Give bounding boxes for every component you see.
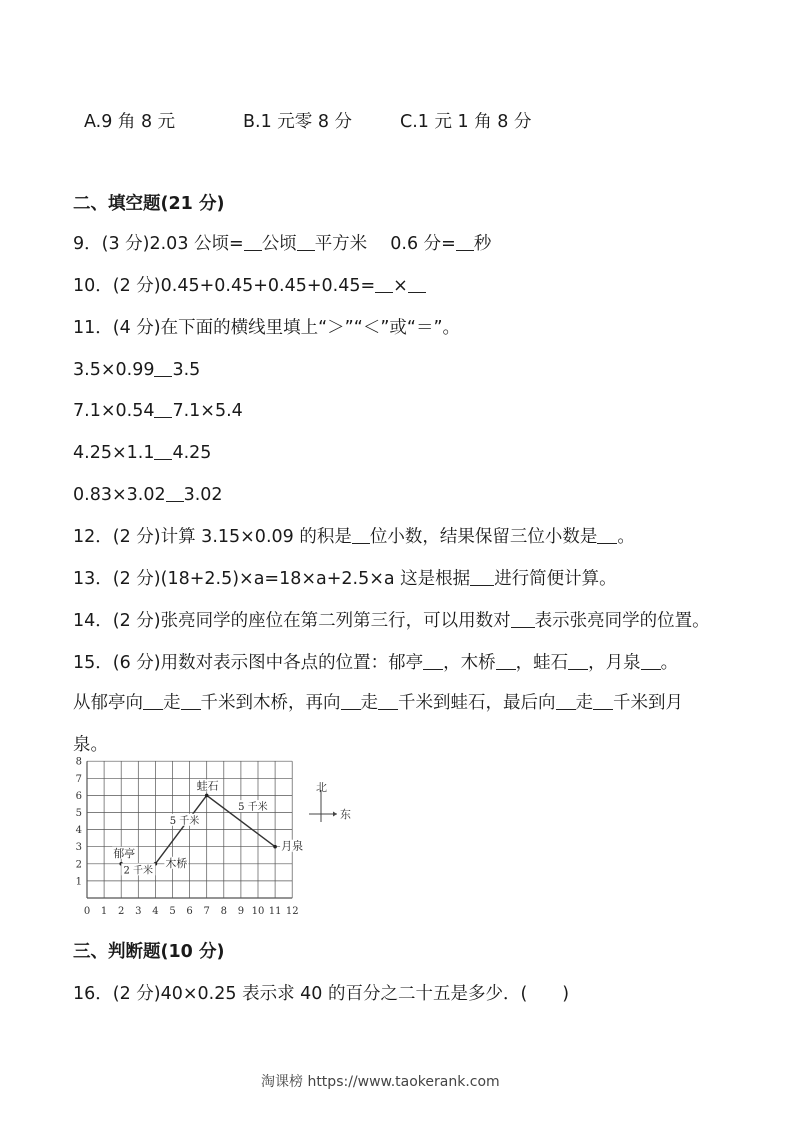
answer-blank[interactable] xyxy=(641,652,661,670)
x-tick-label: 3 xyxy=(135,906,142,917)
point-label: 郁亭 xyxy=(113,846,136,860)
y-tick-label: 4 xyxy=(75,825,82,837)
answer-blank[interactable] xyxy=(456,233,474,251)
y-tick-label: 8 xyxy=(75,756,82,768)
x-tick-label: 7 xyxy=(203,906,210,917)
answer-blank[interactable] xyxy=(244,233,262,251)
answer-blank[interactable] xyxy=(593,692,613,710)
question-13: 13．(2 分)(18+2.5)×a=18×a+2.5×a 这是根据 进行简便计算。 xyxy=(73,569,617,589)
x-tick-label: 12 xyxy=(285,906,299,917)
option-b: B.1 元零 8 分 xyxy=(243,112,353,132)
y-tick-label: 3 xyxy=(75,842,82,854)
answer-blank[interactable] xyxy=(341,692,361,710)
y-tick-label: 7 xyxy=(75,773,82,785)
answer-blank[interactable] xyxy=(408,275,426,293)
compare-item: 7.1×0.54 7.1×5.4 xyxy=(73,401,243,421)
answer-blank[interactable] xyxy=(154,359,172,377)
x-tick-label: 1 xyxy=(100,906,108,917)
footer-watermark: 淘课榜 https://www.taokerank.com xyxy=(261,1074,500,1090)
question-16: 16．(2 分)40×0.25 表示求 40 的百分之二十五是多少．( ) xyxy=(73,984,570,1004)
point-label: 月泉 xyxy=(281,839,304,853)
compare-item: 0.83×3.02 3.02 xyxy=(73,485,223,505)
x-tick-label: 11 xyxy=(268,906,282,917)
compare-item: 3.5×0.99 3.5 xyxy=(73,360,201,380)
answer-blank[interactable] xyxy=(378,692,398,710)
answer-blank[interactable] xyxy=(568,652,588,670)
segment-labels xyxy=(121,800,270,876)
answer-blank[interactable] xyxy=(556,692,576,710)
answer-blank[interactable] xyxy=(181,692,201,710)
compass-icon xyxy=(305,778,365,828)
question-10: 10．(2 分)0.45+0.45+0.45+0.45= × xyxy=(73,275,426,297)
route-point xyxy=(205,794,209,798)
answer-blank[interactable] xyxy=(496,652,516,670)
grid-lines xyxy=(87,761,292,898)
x-tick-label: 8 xyxy=(220,906,227,917)
option-c: C.1 元 1 角 8 分 xyxy=(400,112,532,132)
x-tick-label: 0 xyxy=(83,906,91,917)
segment-label: 2 千米 xyxy=(123,865,154,877)
answer-blank[interactable] xyxy=(154,442,172,460)
question-11: 11．(4 分)在下面的横线里填上“＞”“＜”或“＝”。 xyxy=(73,318,461,338)
x-tick-label: 9 xyxy=(237,906,245,917)
answer-blank[interactable] xyxy=(375,275,393,293)
route-point xyxy=(273,845,277,849)
answer-blank[interactable] xyxy=(154,400,172,418)
segment-label: 5 千米 xyxy=(238,802,268,814)
option-a: A.9 角 8 元 xyxy=(84,112,176,132)
answer-blank[interactable] xyxy=(297,233,315,251)
question-14: 14．(2 分)张亮同学的座位在第二列第三行，可以用数对 表示张亮同学的位置。 xyxy=(73,611,710,631)
answer-blank[interactable] xyxy=(143,692,163,710)
x-tick-label: 4 xyxy=(152,906,159,917)
question-15-line3: 泉。 xyxy=(73,735,108,755)
x-tick-label: 2 xyxy=(118,906,125,917)
answer-blank[interactable] xyxy=(352,526,370,544)
section-title-fill-in: 二、填空题(21 分) xyxy=(73,194,225,214)
point-label: 蛙石 xyxy=(196,779,219,793)
question-9: 9．(3 分)2.03 公顷= 公顷 平方米 0.6 分= 秒 xyxy=(73,234,492,254)
x-tick-label: 5 xyxy=(169,906,176,917)
question-15: 15．(6 分)用数对表示图中各点的位置：郁亭 ，木桥 ，蛙石 ，月泉 。 xyxy=(73,653,679,673)
y-tick-label: 5 xyxy=(75,808,82,819)
point-label: 木桥 xyxy=(165,856,188,870)
question-12: 12．(2 分)计算 3.15×0.09 的积是 位小数，结果保留三位小数是 。 xyxy=(73,527,635,547)
y-tick-label: 6 xyxy=(75,790,82,802)
compass-north-label: 北 xyxy=(316,781,327,794)
question-15-line2: 从郁亭向 走 千米到木桥，再向 走 千米到蛙石，最后向 走 千米到月 xyxy=(73,693,683,713)
answer-blank[interactable] xyxy=(597,526,617,544)
x-tick-label: 6 xyxy=(186,906,193,917)
y-tick-label: 2 xyxy=(75,859,82,871)
axis-tick-labels xyxy=(76,757,299,917)
y-tick-label: 1 xyxy=(75,876,82,888)
section-title-true-false: 三、判断题(10 分) xyxy=(73,942,225,962)
compare-item: 4.25×1.1 4.25 xyxy=(73,443,212,463)
compass-east-label: 东 xyxy=(340,808,351,821)
x-tick-label: 10 xyxy=(251,906,265,917)
segment-label: 5 千米 xyxy=(169,815,200,827)
answer-blank[interactable] xyxy=(470,568,494,586)
answer-blank[interactable] xyxy=(166,484,184,502)
answer-blank[interactable] xyxy=(423,652,443,670)
answer-blank[interactable] xyxy=(511,610,535,628)
